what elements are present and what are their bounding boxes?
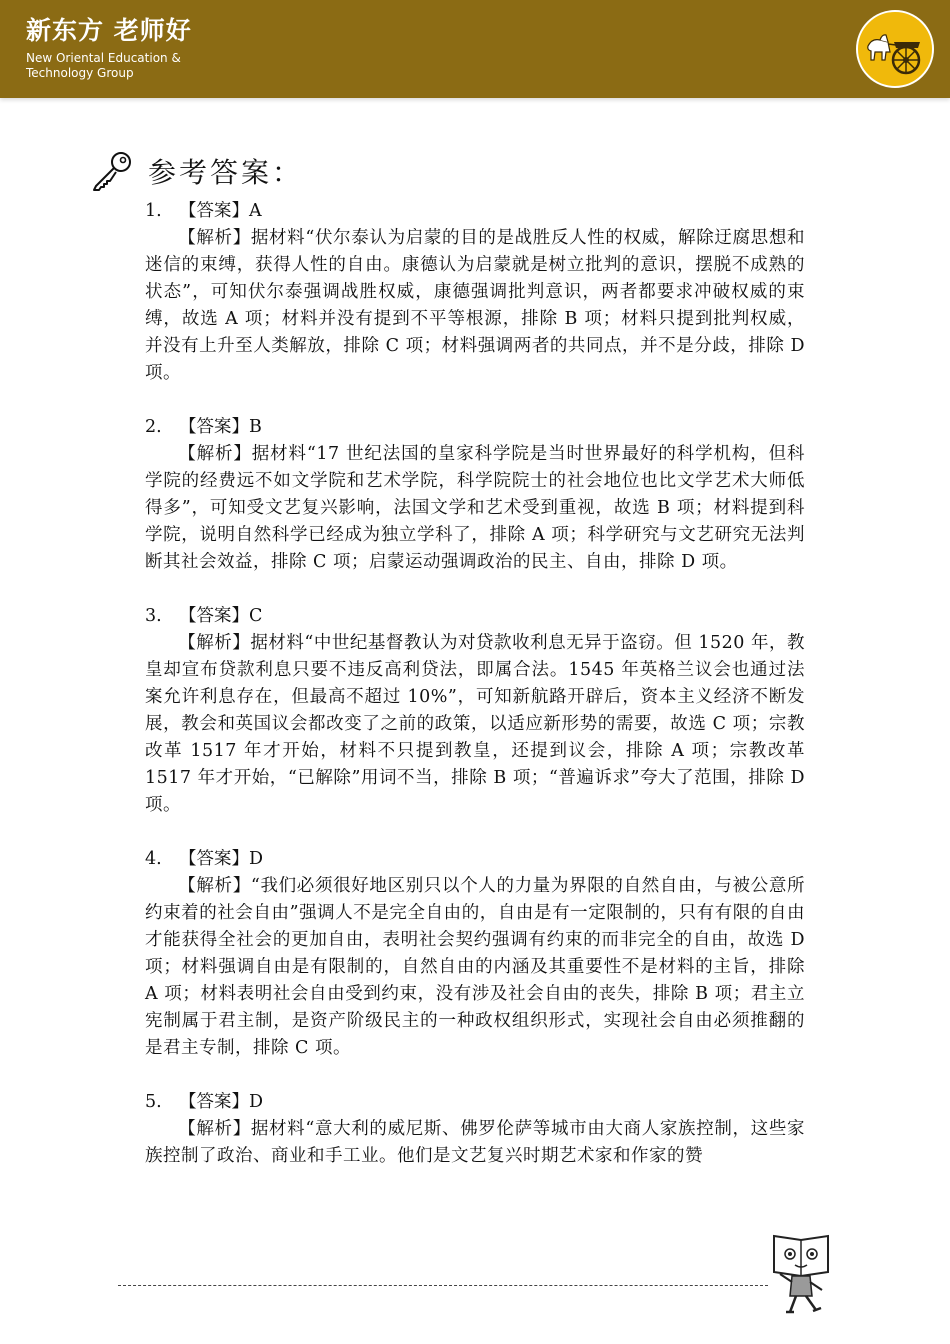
analysis-text: 【解析】据材料“17 世纪法国的皇家科学院是当时世界最好的科学机构，但科学院的经费远不如文学院和艺术学院，科学院院士的社会地位也比文学艺术大师低得多”，可知受文艺复兴影响，法国文学和艺术受到重视，故选 B 项；材料提到科学院，说明自然科学已经成为独立学科了，排除 A 项；科学研究与文艺研究无法判断其社会效益，排除 C 项；启蒙运动强调政治的民主、自由，排除 D 项。 (145, 444, 805, 572)
item-number: 4. (145, 849, 162, 869)
answer-item-2 (145, 414, 805, 576)
brand-name: 新东方 老师好 (26, 16, 192, 45)
answer-label: 【答案】A (179, 201, 262, 221)
item-number: 3. (145, 606, 162, 626)
answer-label: 【答案】C (179, 606, 263, 626)
answers-title: 参考答案： (148, 156, 304, 189)
analysis-text: 【解析】据材料“意大利的威尼斯、佛罗伦萨等城市由大商人家族控制，这些家族控制了政治、商业和手工业。他们是文艺复兴时期艺术家和作家的赞 (145, 1119, 805, 1166)
answer-line (145, 846, 805, 873)
book-mascot-icon (768, 1232, 834, 1316)
analysis-text: 【解析】“我们必须很好地区别只以个人的力量为界限的自然自由，与被公意所约束着的社会自由”强调人不是完全自由的，自由是有一定限制的，只有有限的自由才能获得全社会的更加自由，表明社会契约强调有约束的而非完全的自由，故选 D 项；材料强调自由是有限制的，自然自由的内涵及其重要性不是材料的主旨，排除 A 项；材料表明社会自由受到约束，没有涉及社会自由的丧失，排除 B 项；君主立宪制属于君主制，是资产阶级民主的一种政权组织形式，实现社会自由必须推翻的是君主专制，排除 C 项。 (145, 876, 805, 1058)
brand-subtitle-line-1: New Oriental Education & (26, 51, 181, 65)
analysis-text: 【解析】据材料“伏尔泰认为启蒙的目的是战胜反人性的权威，解除迂腐思想和迷信的束缚，获得人性的自由。康德认为启蒙就是树立批判的意识，摆脱不成熟的状态”，可知伏尔泰强调战胜权威，康德强调批判意识，两者都要求冲破权威的束缚，故选 A 项；材料并没有提到不平等根源，排除 B 项；材料只提到批判权威，并没有上升至人类解放，排除 C 项；材料强调两者的共同点，并不是分歧，排除 D 项。 (145, 228, 805, 383)
footer-dashed-divider (118, 1285, 768, 1286)
key-icon (90, 150, 134, 192)
answer-label: 【答案】D (179, 1092, 264, 1112)
answers-heading (90, 150, 303, 192)
answer-label: 【答案】B (179, 417, 262, 437)
brand-subtitle-line-2: Technology Group (26, 66, 134, 80)
answer-line (145, 1089, 805, 1116)
page-header (0, 0, 950, 98)
answer-item-4 (145, 846, 805, 1062)
answer-line (145, 414, 805, 441)
answer-label: 【答案】D (179, 849, 264, 869)
answer-line (145, 603, 805, 630)
brand-block (26, 14, 192, 81)
analysis-text: 【解析】据材料“中世纪基督教认为对贷款收利息无异于盗窃。但 1520 年，教皇却宣布贷款利息只要不违反高利贷法，即属合法。1545 年英格兰议会也通过法案允许利息存在，但最高不超过 10%”，可知新航路开辟后，资本主义经济不断发展，教会和英国议会都改变了之前的政策，以适应新形势的需要，故选 C 项；宗教改革 1517 年才开始，材料不只提到教皇，还提到议会，排除 A 项；宗教改革 1517 年才开始，“已解除”用词不当，排除 B 项；“普遍诉求”夸大了范围，排除 D 项。 (145, 633, 805, 815)
answer-item-3 (145, 603, 805, 819)
item-number: 2. (145, 417, 162, 437)
item-number: 5. (145, 1092, 162, 1112)
answer-item-5 (145, 1089, 805, 1170)
answer-line (145, 198, 805, 225)
horse-cart-logo-icon (856, 10, 934, 88)
item-number: 1. (145, 201, 162, 221)
answers-content (145, 198, 805, 1197)
answer-item-1 (145, 198, 805, 387)
